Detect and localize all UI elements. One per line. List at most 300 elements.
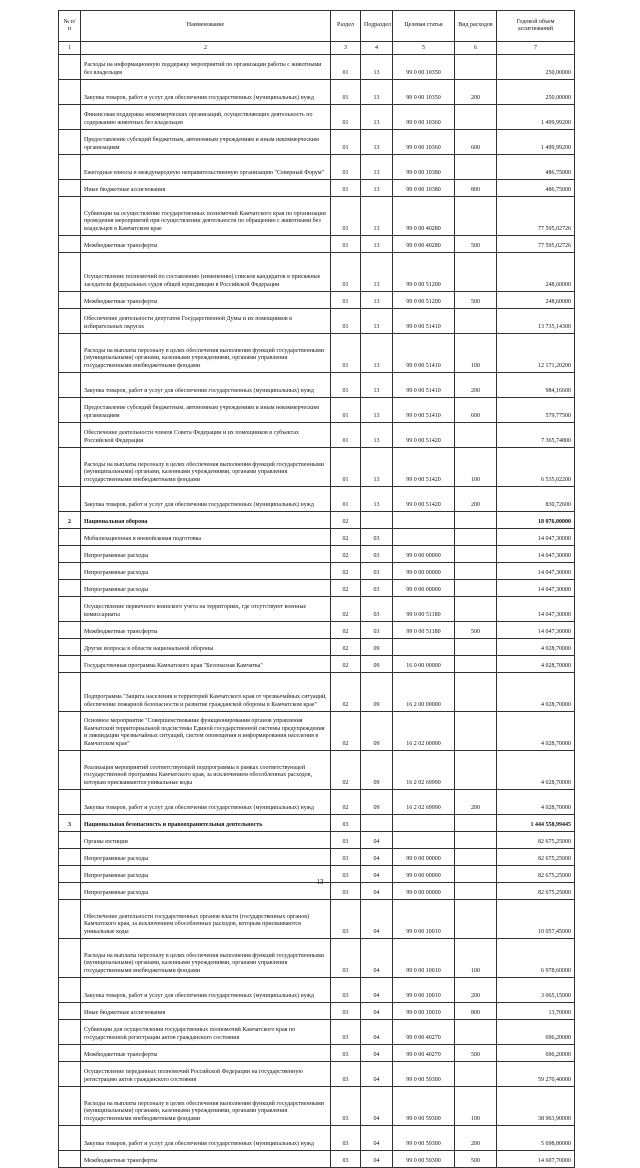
row-name: Иные бюджетные ассигнования <box>81 1003 331 1020</box>
row-amount: 7 365,74800 <box>497 423 575 448</box>
row-target-article: 16 2 02 69990 <box>393 751 455 790</box>
row-name: Непрограммные расходы <box>81 849 331 866</box>
row-number <box>59 1045 81 1062</box>
row-podrazdel: 03 <box>361 563 393 580</box>
row-target-article: 99 0 00 51410 <box>393 373 455 398</box>
row-amount: 250,00000 <box>497 55 575 80</box>
row-target-article: 99 0 00 51180 <box>393 597 455 622</box>
row-name: Осуществление переданных полномочий Российской Федерации на государственную регистрацию актов гражданского состояния <box>81 1062 331 1087</box>
table-row <box>59 597 575 622</box>
row-target-article: 16 2 02 00000 <box>393 712 455 751</box>
row-name: Национальная безопасность и правоохранительная деятельность <box>81 815 331 832</box>
header-annual-amount: Годовой объем ассигнований <box>497 11 575 42</box>
row-number: 3 <box>59 815 81 832</box>
row-expense-type <box>455 673 497 712</box>
row-expense-type: 800 <box>455 180 497 197</box>
row-amount: 486,75000 <box>497 180 575 197</box>
row-podrazdel <box>361 512 393 529</box>
row-amount: 4 028,70000 <box>497 790 575 815</box>
table-row <box>59 398 575 423</box>
table-row <box>59 1020 575 1045</box>
row-target-article: 99 0 00 00000 <box>393 580 455 597</box>
row-expense-type <box>455 546 497 563</box>
row-razdel: 01 <box>331 55 361 80</box>
row-expense-type: 200 <box>455 487 497 512</box>
row-razdel: 02 <box>331 790 361 815</box>
row-razdel: 01 <box>331 130 361 155</box>
row-number <box>59 487 81 512</box>
row-razdel: 03 <box>331 1151 361 1168</box>
row-razdel: 01 <box>331 155 361 180</box>
row-razdel: 03 <box>331 978 361 1003</box>
row-amount: 14 047,30000 <box>497 563 575 580</box>
table-row <box>59 309 575 334</box>
table-row <box>59 580 575 597</box>
row-amount: 14 607,70000 <box>497 1151 575 1168</box>
column-number: 7 <box>497 42 575 55</box>
row-target-article <box>393 512 455 529</box>
row-target-article: 16 0 00 00000 <box>393 656 455 673</box>
row-number <box>59 423 81 448</box>
row-target-article: 99 0 00 10360 <box>393 130 455 155</box>
row-amount: 82 675,25000 <box>497 866 575 883</box>
row-podrazdel: 09 <box>361 656 393 673</box>
row-number <box>59 622 81 639</box>
row-number <box>59 253 81 292</box>
row-name: Межбюджетные трансферты <box>81 236 331 253</box>
row-name: Расходы на информационную поддержку мероприятий по организации работы с животными без владельцев <box>81 55 331 80</box>
row-expense-type: 100 <box>455 1087 497 1126</box>
row-target-article: 99 0 00 10010 <box>393 978 455 1003</box>
table-row <box>59 563 575 580</box>
row-podrazdel: 13 <box>361 236 393 253</box>
row-amount: 696,20000 <box>497 1020 575 1045</box>
row-target-article: 99 0 00 59300 <box>393 1151 455 1168</box>
table-row <box>59 1003 575 1020</box>
table-row <box>59 180 575 197</box>
row-number <box>59 832 81 849</box>
row-target-article: 99 0 00 51200 <box>393 292 455 309</box>
table-row <box>59 423 575 448</box>
table-row <box>59 712 575 751</box>
row-podrazdel: 03 <box>361 580 393 597</box>
row-podrazdel: 04 <box>361 1020 393 1045</box>
row-podrazdel: 04 <box>361 900 393 939</box>
row-podrazdel: 03 <box>361 546 393 563</box>
header-expense-type: Вид расходов <box>455 11 497 42</box>
row-amount: 1 499,99200 <box>497 105 575 130</box>
row-amount: 579,77500 <box>497 398 575 423</box>
row-podrazdel: 13 <box>361 487 393 512</box>
row-razdel: 03 <box>331 849 361 866</box>
row-razdel: 01 <box>331 448 361 487</box>
row-name: Субвенции на осуществление государственных полномочий Камчатского края по организации проведения мероприятий при осуществлении деятельности по обращению с животными без владельцев в Камчатском крае <box>81 197 331 236</box>
row-amount: 14 047,30000 <box>497 622 575 639</box>
row-amount: 4 028,70000 <box>497 673 575 712</box>
row-razdel: 02 <box>331 563 361 580</box>
row-target-article: 99 0 00 10380 <box>393 180 455 197</box>
row-podrazdel: 04 <box>361 883 393 900</box>
row-podrazdel: 13 <box>361 373 393 398</box>
row-podrazdel: 13 <box>361 80 393 105</box>
row-amount: 1 499,99200 <box>497 130 575 155</box>
row-target-article: 99 0 00 51180 <box>393 622 455 639</box>
row-expense-type <box>455 849 497 866</box>
row-name: Обеспечение деятельности депутатов Государственной Думы и их помощников в избирательных округах <box>81 309 331 334</box>
table-row <box>59 656 575 673</box>
row-name: Межбюджетные трансферты <box>81 622 331 639</box>
row-razdel: 03 <box>331 1003 361 1020</box>
row-razdel: 01 <box>331 292 361 309</box>
row-number <box>59 939 81 978</box>
row-name: Государственная программа Камчатского края "Безопасная Камчатка" <box>81 656 331 673</box>
column-number: 6 <box>455 42 497 55</box>
row-target-article: 99 0 00 00000 <box>393 849 455 866</box>
row-podrazdel: 09 <box>361 639 393 656</box>
row-podrazdel: 03 <box>361 622 393 639</box>
row-name: Закупка товаров, работ и услуг для обеспечения государственных (муниципальных) нужд <box>81 80 331 105</box>
row-amount: 984,16600 <box>497 373 575 398</box>
table-row <box>59 487 575 512</box>
row-target-article: 99 0 00 10010 <box>393 1003 455 1020</box>
row-number <box>59 563 81 580</box>
row-number <box>59 55 81 80</box>
row-name: Непрограммные расходы <box>81 883 331 900</box>
row-expense-type <box>455 423 497 448</box>
row-expense-type: 500 <box>455 292 497 309</box>
table-row <box>59 1062 575 1087</box>
row-number <box>59 712 81 751</box>
row-name: Предоставление субсидий бюджетным, автономным учреждениям и иным некоммерческим организациям <box>81 398 331 423</box>
header-target-article: Целевая статья <box>393 11 455 42</box>
row-expense-type: 200 <box>455 373 497 398</box>
header-no: № п/п <box>59 11 81 42</box>
row-razdel: 03 <box>331 1020 361 1045</box>
row-number <box>59 334 81 373</box>
row-target-article: 99 0 00 51420 <box>393 423 455 448</box>
row-razdel: 02 <box>331 712 361 751</box>
row-podrazdel: 09 <box>361 712 393 751</box>
row-number <box>59 292 81 309</box>
row-amount: 14 047,30000 <box>497 546 575 563</box>
row-name: Межбюджетные трансферты <box>81 1045 331 1062</box>
row-name: Осуществление первичного воинского учета на территориях, где отсутствуют военные комиссариаты <box>81 597 331 622</box>
row-number <box>59 398 81 423</box>
table-row <box>59 155 575 180</box>
column-number: 1 <box>59 42 81 55</box>
row-podrazdel: 04 <box>361 1062 393 1087</box>
table-row <box>59 815 575 832</box>
row-razdel: 03 <box>331 939 361 978</box>
row-name: Закупка товаров, работ и услуг для обеспечения государственных (муниципальных) нужд <box>81 373 331 398</box>
row-razdel: 03 <box>331 866 361 883</box>
row-expense-type <box>455 815 497 832</box>
row-target-article: 16 2 00 00000 <box>393 673 455 712</box>
row-expense-type <box>455 1020 497 1045</box>
row-amount: 3 065,15000 <box>497 978 575 1003</box>
row-podrazdel: 13 <box>361 309 393 334</box>
row-razdel: 01 <box>331 180 361 197</box>
table-row <box>59 1045 575 1062</box>
row-name: Закупка товаров, работ и услуг для обеспечения государственных (муниципальных) нужд <box>81 978 331 1003</box>
row-podrazdel: 09 <box>361 673 393 712</box>
row-podrazdel: 04 <box>361 1151 393 1168</box>
row-podrazdel: 04 <box>361 849 393 866</box>
row-expense-type <box>455 639 497 656</box>
row-amount: 6 978,60000 <box>497 939 575 978</box>
row-amount: 82 675,25000 <box>497 832 575 849</box>
row-number <box>59 309 81 334</box>
header-podrazdel: Подраздел <box>361 11 393 42</box>
row-razdel: 03 <box>331 832 361 849</box>
row-expense-type: 200 <box>455 978 497 1003</box>
table-row <box>59 900 575 939</box>
table-row <box>59 546 575 563</box>
budget-table <box>58 10 575 1168</box>
row-number <box>59 1151 81 1168</box>
table-row <box>59 105 575 130</box>
row-expense-type <box>455 529 497 546</box>
row-target-article: 99 0 00 10350 <box>393 55 455 80</box>
row-target-article: 99 0 00 51200 <box>393 253 455 292</box>
row-amount: 14 047,30000 <box>497 580 575 597</box>
row-expense-type: 500 <box>455 1045 497 1062</box>
row-name: Межбюджетные трансферты <box>81 292 331 309</box>
row-expense-type: 500 <box>455 622 497 639</box>
row-target-article: 99 0 00 00000 <box>393 563 455 580</box>
row-amount: 4 028,70000 <box>497 639 575 656</box>
row-expense-type <box>455 55 497 80</box>
column-number: 3 <box>331 42 361 55</box>
row-target-article: 99 0 00 40280 <box>393 197 455 236</box>
row-razdel: 03 <box>331 900 361 939</box>
row-podrazdel: 13 <box>361 423 393 448</box>
column-number-row <box>59 42 575 55</box>
row-name: Предоставление субсидий бюджетным, автономным учреждениям и иным некоммерческим организациям <box>81 130 331 155</box>
row-number: 2 <box>59 512 81 529</box>
row-razdel: 01 <box>331 253 361 292</box>
row-number <box>59 1003 81 1020</box>
row-amount: 696,20000 <box>497 1045 575 1062</box>
row-name: Расходы на выплаты персоналу в целях обеспечения выполнения функций государственными (муниципальными) органами, казенными учреждениями, органами управления государственными внебюджетными фондами <box>81 334 331 373</box>
row-podrazdel: 13 <box>361 197 393 236</box>
row-target-article: 99 0 00 10010 <box>393 939 455 978</box>
row-target-article: 99 0 00 10350 <box>393 80 455 105</box>
row-number <box>59 130 81 155</box>
row-podrazdel: 13 <box>361 398 393 423</box>
row-amount: 250,00000 <box>497 80 575 105</box>
row-target-article: 99 0 00 10360 <box>393 105 455 130</box>
row-razdel: 01 <box>331 487 361 512</box>
row-number <box>59 180 81 197</box>
row-amount: 59 270,40000 <box>497 1062 575 1087</box>
row-razdel: 02 <box>331 622 361 639</box>
row-podrazdel: 04 <box>361 1003 393 1020</box>
row-name: Непрограммные расходы <box>81 580 331 597</box>
table-row <box>59 1126 575 1151</box>
row-expense-type: 600 <box>455 398 497 423</box>
row-target-article: 16 2 02 69990 <box>393 790 455 815</box>
row-expense-type: 100 <box>455 334 497 373</box>
row-number <box>59 197 81 236</box>
row-razdel: 03 <box>331 1126 361 1151</box>
table-row <box>59 1151 575 1168</box>
row-target-article: 99 0 00 10010 <box>393 900 455 939</box>
row-amount: 248,60000 <box>497 292 575 309</box>
row-number <box>59 1062 81 1087</box>
table-row <box>59 292 575 309</box>
row-target-article <box>393 639 455 656</box>
row-amount: 4 028,70000 <box>497 751 575 790</box>
table-row <box>59 373 575 398</box>
row-expense-type <box>455 832 497 849</box>
row-name: Непрограммные расходы <box>81 546 331 563</box>
row-name: Субвенции для осуществления государственных полномочий Камчатского края по государственной регистрации актов гражданского состояния <box>81 1020 331 1045</box>
table-row <box>59 978 575 1003</box>
row-expense-type: 200 <box>455 790 497 815</box>
table-row <box>59 512 575 529</box>
row-amount: 12 171,20200 <box>497 334 575 373</box>
row-expense-type <box>455 656 497 673</box>
row-amount: 18 076,00000 <box>497 512 575 529</box>
row-amount: 486,75000 <box>497 155 575 180</box>
row-expense-type <box>455 512 497 529</box>
row-amount: 82 675,25000 <box>497 883 575 900</box>
row-podrazdel: 13 <box>361 253 393 292</box>
row-number <box>59 1087 81 1126</box>
row-target-article: 99 0 00 51420 <box>393 448 455 487</box>
row-razdel: 02 <box>331 673 361 712</box>
row-number <box>59 639 81 656</box>
table-row <box>59 832 575 849</box>
row-amount: 77 595,02726 <box>497 236 575 253</box>
row-target-article: 99 0 00 59300 <box>393 1087 455 1126</box>
row-expense-type <box>455 197 497 236</box>
table-row <box>59 849 575 866</box>
row-name: Закупка товаров, работ и услуг для обеспечения государственных (муниципальных) нужд <box>81 487 331 512</box>
column-number: 2 <box>81 42 331 55</box>
row-number <box>59 790 81 815</box>
row-number <box>59 546 81 563</box>
row-number <box>59 155 81 180</box>
row-name: Межбюджетные трансферты <box>81 1151 331 1168</box>
row-amount: 10 057,45000 <box>497 900 575 939</box>
row-name: Непрограммные расходы <box>81 563 331 580</box>
row-target-article: 99 0 00 40280 <box>393 236 455 253</box>
row-podrazdel: 03 <box>361 597 393 622</box>
table-row <box>59 130 575 155</box>
row-name: Финансовая поддержка некоммерческих организаций, осуществляющих деятельность по содержанию животных без владельцев <box>81 105 331 130</box>
row-expense-type: 200 <box>455 1126 497 1151</box>
header-name: Наименование <box>81 11 331 42</box>
row-expense-type: 600 <box>455 130 497 155</box>
row-name: Мобилизационная и вневойсковая подготовка <box>81 529 331 546</box>
table-row <box>59 529 575 546</box>
row-razdel: 02 <box>331 546 361 563</box>
row-name: Закупка товаров, работ и услуг для обеспечения государственных (муниципальных) нужд <box>81 790 331 815</box>
table-row <box>59 673 575 712</box>
row-target-article: 99 0 00 40270 <box>393 1020 455 1045</box>
row-podrazdel: 13 <box>361 155 393 180</box>
table-row <box>59 448 575 487</box>
row-amount: 4 028,70000 <box>497 656 575 673</box>
row-target-article <box>393 832 455 849</box>
row-target-article: 99 0 00 00000 <box>393 866 455 883</box>
row-razdel: 01 <box>331 236 361 253</box>
row-razdel: 01 <box>331 197 361 236</box>
row-razdel: 01 <box>331 423 361 448</box>
row-target-article: 99 0 00 59300 <box>393 1062 455 1087</box>
table-row <box>59 751 575 790</box>
row-name: Национальная оборона <box>81 512 331 529</box>
row-name: Обеспечение деятельности членов Совета Федерации и их помощников в субъектах Российской Федерации <box>81 423 331 448</box>
row-number <box>59 900 81 939</box>
table-body <box>59 55 575 1168</box>
row-number <box>59 597 81 622</box>
row-podrazdel: 04 <box>361 939 393 978</box>
row-podrazdel: 04 <box>361 1087 393 1126</box>
row-podrazdel: 04 <box>361 978 393 1003</box>
row-razdel: 01 <box>331 80 361 105</box>
row-target-article <box>393 529 455 546</box>
row-razdel: 03 <box>331 1045 361 1062</box>
row-expense-type: 500 <box>455 236 497 253</box>
row-expense-type <box>455 309 497 334</box>
row-podrazdel: 13 <box>361 130 393 155</box>
row-name: Другие вопросы в области национальной обороны <box>81 639 331 656</box>
row-expense-type <box>455 1062 497 1087</box>
row-amount: 830,72600 <box>497 487 575 512</box>
row-expense-type <box>455 900 497 939</box>
row-amount: 13 735,14300 <box>497 309 575 334</box>
header-row <box>59 11 575 42</box>
row-amount: 1 444 558,99445 <box>497 815 575 832</box>
table-row <box>59 80 575 105</box>
row-podrazdel: 03 <box>361 529 393 546</box>
row-razdel: 03 <box>331 1087 361 1126</box>
row-amount: 6 535,02200 <box>497 448 575 487</box>
row-amount: 248,60000 <box>497 253 575 292</box>
row-expense-type: 100 <box>455 939 497 978</box>
row-number <box>59 978 81 1003</box>
row-target-article: 99 0 00 00000 <box>393 883 455 900</box>
row-razdel: 02 <box>331 597 361 622</box>
row-expense-type <box>455 597 497 622</box>
row-podrazdel: 04 <box>361 866 393 883</box>
row-razdel: 03 <box>331 883 361 900</box>
table-row <box>59 334 575 373</box>
row-podrazdel: 13 <box>361 180 393 197</box>
row-razdel: 01 <box>331 309 361 334</box>
table-row <box>59 1087 575 1126</box>
row-name: Основное мероприятие "Совершенствование функционирования органов управления Камчатской территориальной подсистемы Единой государственной системы предупреждения и ликвидации чрезвычайных ситуаций, систем оповещения и информирования населения в Камчатском крае" <box>81 712 331 751</box>
row-name: Обеспечение деятельности государственных органов власти (государственных органов) Камчатского края, за исключением обособленных расходов, которым присваиваются уникальные коды <box>81 900 331 939</box>
row-number <box>59 373 81 398</box>
row-podrazdel: 13 <box>361 105 393 130</box>
row-name: Расходы на выплаты персоналу в целях обеспечения выполнения функций государственными (муниципальными) органами, казенными учреждениями, органами управления государственными внебюджетными фондами <box>81 939 331 978</box>
row-target-article: 99 0 00 51420 <box>393 487 455 512</box>
row-number <box>59 448 81 487</box>
row-expense-type <box>455 563 497 580</box>
row-amount: 14 047,30000 <box>497 597 575 622</box>
row-number <box>59 80 81 105</box>
row-razdel: 02 <box>331 580 361 597</box>
row-target-article: 99 0 00 51410 <box>393 398 455 423</box>
table-row <box>59 55 575 80</box>
row-razdel: 02 <box>331 639 361 656</box>
table-row <box>59 197 575 236</box>
page-number: 13 <box>316 878 324 886</box>
